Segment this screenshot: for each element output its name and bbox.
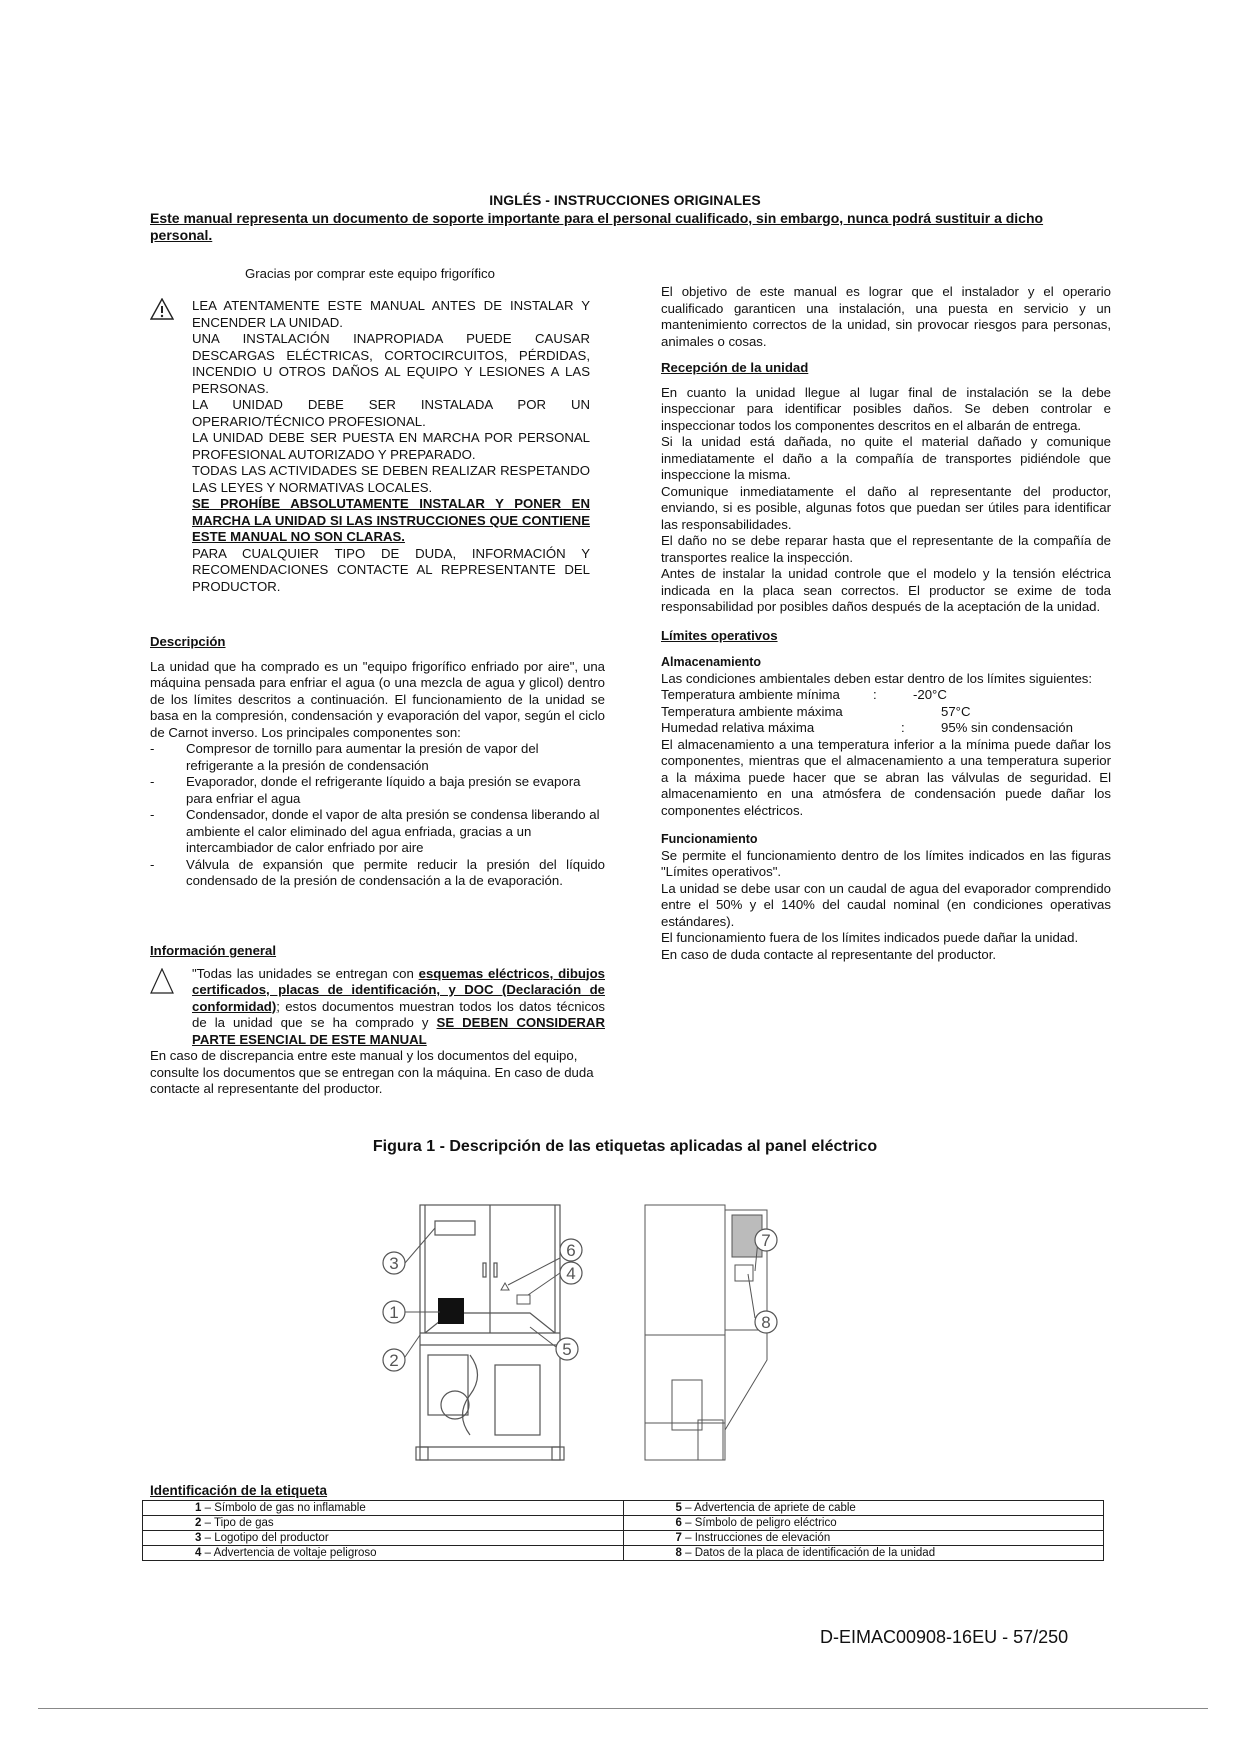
info-quote <box>192 966 605 1049</box>
thanks-note: Gracias por comprar este equipo frigorífico <box>245 266 495 281</box>
table-cell <box>623 1516 1104 1531</box>
label-text: – Instrucciones de elevación <box>685 1532 831 1544</box>
front-view <box>416 1205 564 1460</box>
condition-label: Temperatura ambiente máxima <box>661 703 843 719</box>
callout-6 <box>560 1239 582 1261</box>
recepcion-paragraph: Comunique inmediatamente el daño al representante del productor, enviando, si es posible, algunas fotos que puedan ser útiles para identificar las responsabilidades. <box>661 483 1111 532</box>
label-number: 8 <box>675 1547 682 1559</box>
objective-text: El objetivo de este manual es lograr que el instalador y el operario cualificado garanticen una instalación, una puesta en servicio y un mantenimiento correctos de la unidad, sin provocar riesgos para personas, animales o cosas. <box>661 284 1111 349</box>
info-quote-a: "Todas las unidades se entregan con <box>192 965 419 981</box>
label-number: 1 <box>195 1502 202 1514</box>
label-number: 2 <box>195 1517 202 1529</box>
table-cell <box>623 1501 1104 1516</box>
condition-row <box>661 720 1111 737</box>
callout-3 <box>383 1252 405 1274</box>
callout-1-label: 1 <box>389 1303 399 1322</box>
warning-prohibition: SE PROHÍBE ABSOLUTAMENTE INSTALAR Y PONER EN MARCHA LA UNIDAD SI LAS INSTRUCCIONES QUE CONTIENE ESTE MANUAL NO SON CLARAS. <box>192 496 590 544</box>
recepcion-heading: Recepción de la unidad <box>661 360 809 375</box>
table-cell <box>623 1546 1104 1561</box>
label-symbol-marker <box>438 1298 464 1324</box>
page-title: INGLÉS - INSTRUCCIONES ORIGINALES <box>489 192 761 208</box>
document-reference: D-EIMAC00908-16EU - 57/250 <box>820 1627 1069 1647</box>
table-cell <box>143 1501 624 1516</box>
info-heading: Información general <box>150 943 277 958</box>
warning-line: TODAS LAS ACTIVIDADES SE DEBEN REALIZAR RESPETANDO LAS LEYES Y NORMATIVAS LOCALES. <box>192 463 590 495</box>
info-section <box>150 943 605 1098</box>
limites-heading: Límites operativos <box>661 627 778 643</box>
safety-warning <box>150 298 590 595</box>
callout-2 <box>383 1349 405 1371</box>
almacen-heading: Almacenamiento <box>661 655 762 669</box>
page-divider <box>38 1708 1208 1709</box>
table-row <box>143 1546 1104 1561</box>
warning-line: LA UNIDAD DEBE SER INSTALADA POR UN OPERARIO/TÉCNICO PROFESIONAL. <box>192 397 590 429</box>
label-table-heading: Identificación de la etiqueta <box>150 1483 328 1498</box>
list-item: - Evaporador, donde el refrigerante líquido a baja presión se evapora para enfriar el agua <box>150 774 605 807</box>
recepcion-paragraph: En cuanto la unidad llegue al lugar final de instalación se la debe inspeccionar para identificar posibles daños. Se deben controlar e inspeccionar todos los componentes descritos en el albarán de entrega. <box>661 384 1111 433</box>
almacen-text: El almacenamiento a una temperatura inferior a la mínima puede dañar los componentes, mientras que el almacenamiento a una temperatura superior a la máxima puede hacer que se abran las válvulas de seguridad. El almacenamiento en una atmósfera de condensación puede dañar los componentes eléctricos. <box>661 736 1111 818</box>
table-cell <box>143 1531 624 1546</box>
func-paragraph: Se permite el funcionamiento dentro de los límites indicados en las figuras "Límites operativos". <box>661 847 1111 879</box>
condition-row <box>661 704 1111 721</box>
callout-7-label: 7 <box>761 1231 771 1250</box>
label-number: 4 <box>195 1547 202 1559</box>
callout-4-label: 4 <box>566 1264 576 1283</box>
warning-icon <box>150 968 174 994</box>
func-heading: Funcionamiento <box>661 832 758 846</box>
callout-1 <box>383 1301 405 1323</box>
descripcion-text: La unidad que ha comprado es un "equipo frigorífico enfriado por aire", una máquina pensada para enfriar el agua (o una mezcla de agua y glicol) dentro de los límites descritos a continuación. El funcionamiento de la unidad se basa en la compresión, condensación y evaporación del vapor, según el ciclo de Carnot inverso. Los principales componentes son: <box>150 658 605 740</box>
warning-line: LA UNIDAD DEBE SER PUESTA EN MARCHA POR PERSONAL PROFESIONAL AUTORIZADO Y PREPARADO. <box>192 430 590 462</box>
callout-3-label: 3 <box>389 1254 399 1273</box>
list-item: - Válvula de expansión que permite reducir la presión del líquido condensado de la presión de condensación a la de evaporación. <box>150 857 605 890</box>
condition-sep: : <box>901 720 905 735</box>
descripcion-heading: Descripción <box>150 634 226 649</box>
label-text: – Tipo de gas <box>204 1517 274 1529</box>
callout-6-label: 6 <box>566 1241 576 1260</box>
condition-value: 95% sin condensación <box>941 720 1073 735</box>
label-number: 7 <box>675 1532 682 1544</box>
figure-title: Figura 1 - Descripción de las etiquetas aplicadas al panel eléctrico <box>372 1138 878 1155</box>
condition-sep: : <box>873 687 877 702</box>
callout-5-label: 5 <box>562 1340 572 1359</box>
label-text: – Advertencia de apriete de cable <box>685 1502 856 1514</box>
callout-8-label: 8 <box>761 1313 771 1332</box>
callout-7 <box>755 1229 777 1251</box>
label-text: – Símbolo de peligro eléctrico <box>685 1517 837 1529</box>
table-cell <box>623 1531 1104 1546</box>
info-quote-d: SE DEBEN CONSIDERAR PARTE ESENCIAL DE ESTE MANUAL <box>192 1015 605 1047</box>
condition-label: Temperatura ambiente mínima <box>661 687 840 702</box>
label-text: – Logotipo del productor <box>204 1532 329 1544</box>
condition-label: Humedad relativa máxima <box>661 720 815 735</box>
callout-5 <box>556 1338 578 1360</box>
callout-8 <box>755 1311 777 1333</box>
callout-2-label: 2 <box>389 1351 399 1370</box>
condition-sep <box>873 704 941 721</box>
table-cell <box>143 1546 624 1561</box>
right-column <box>661 284 1111 963</box>
table-row <box>143 1516 1104 1531</box>
warning-line: UNA INSTALACIÓN INAPROPIADA PUEDE CAUSAR DESCARGAS ELÉCTRICAS, CORTOCIRCUITOS, PÉRDIDAS, INCENDIO U OTROS DAÑOS AL EQUIPO Y LESIONES A LAS PERSONAS. <box>192 331 590 396</box>
list-item: - Condensador, donde el vapor de alta presión se condensa liberando al ambiente el calor eliminado del agua enfriada, gracias a un intercambiador de calor enfriado por aire <box>150 807 605 857</box>
table-row <box>143 1501 1104 1516</box>
table-cell <box>143 1516 624 1531</box>
conditions-list <box>661 687 1111 737</box>
descripcion-section <box>150 634 605 890</box>
func-paragraph: La unidad se debe usar con un caudal de agua del evaporador comprendido entre el 50% y el 140% del caudal nominal (en condiciones operativas estándares). <box>661 880 1111 929</box>
label-text: – Advertencia de voltaje peligroso <box>204 1547 377 1559</box>
almacen-intro: Las condiciones ambientales deben estar dentro de los límites siguientes: <box>661 670 1093 686</box>
label-text: – Símbolo de gas no inflamable <box>204 1502 366 1514</box>
label-number: 6 <box>675 1517 682 1529</box>
label-number: 5 <box>675 1502 682 1514</box>
callout-4 <box>560 1262 582 1284</box>
info-quote-b: esquemas eléctricos, dibujos certificados, placas de identificación, y DOC (Declaración de conformidad) <box>192 965 605 1014</box>
func-paragraph: En caso de duda contacte al representante del productor. <box>661 946 997 962</box>
info-quote-c: ; estos documentos muestran todos los datos técnicos de la unidad que se ha comprado y <box>192 998 605 1030</box>
list-item: - Compresor de tornillo para aumentar la presión de vapor del refrigerante a la presión de condensación <box>150 741 605 774</box>
page-subtitle: Este manual representa un documento de soporte importante para el personal cualificado, sin embargo, nunca podrá sustituir a dicho personal. <box>150 210 1044 243</box>
condition-row <box>661 687 1111 704</box>
recepcion-paragraph: Si la unidad está dañada, no quite el material dañado y comunique inmediatamente el daño a la compañía de transportes pidiéndole que inspeccione la misma. <box>661 434 1111 482</box>
label-table <box>142 1500 1104 1561</box>
components-list <box>150 741 605 890</box>
recepcion-paragraph: Antes de instalar la unidad controle que el modelo y la tensión eléctrica indicada en la placa sean correctos. El productor se exime de toda responsabilidad por posibles daños después de la aceptación de la unidad. <box>661 566 1111 614</box>
info-text: En caso de discrepancia entre este manual y los documentos del equipo, consulte los documentos que se entregan con la máquina. En caso de duda contacte al representante del productor. <box>150 1048 594 1096</box>
warning-line: PARA CUALQUIER TIPO DE DUDA, INFORMACIÓN Y RECOMENDACIONES CONTACTE AL REPRESENTANTE DEL PRODUCTOR. <box>192 545 590 594</box>
unit-diagram <box>380 1195 920 1475</box>
label-text: – Datos de la placa de identificación de la unidad <box>685 1547 936 1559</box>
condition-value: 57°C <box>941 703 971 719</box>
warning-icon <box>150 298 174 320</box>
warning-text <box>192 298 590 595</box>
func-paragraph: El funcionamiento fuera de los límites indicados puede dañar la unidad. <box>661 930 1079 945</box>
warning-line: LEA ATENTAMENTE ESTE MANUAL ANTES DE INSTALAR Y ENCENDER LA UNIDAD. <box>192 298 590 330</box>
nameplate-marker <box>735 1265 753 1281</box>
voltage-warning-marker <box>517 1295 530 1304</box>
recepcion-paragraph: El daño no se debe reparar hasta que el representante de la compañía de transportes realice la inspección. <box>661 533 1111 565</box>
condition-value: -20°C <box>913 687 947 702</box>
table-row <box>143 1531 1104 1546</box>
label-number: 3 <box>195 1532 202 1544</box>
electrical-hazard-marker <box>501 1283 509 1290</box>
